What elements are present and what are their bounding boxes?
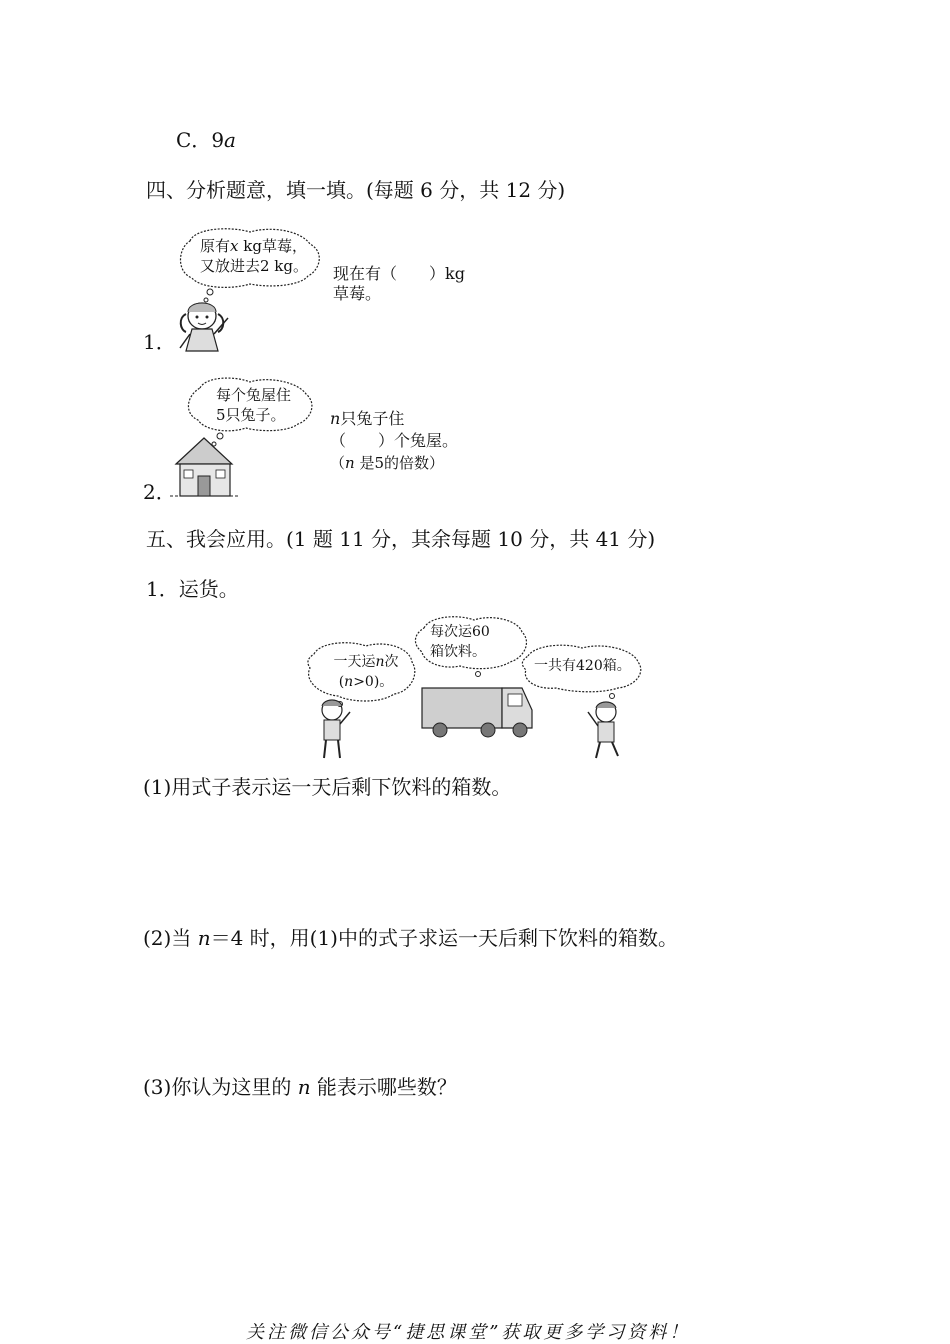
q2-answer-line1: n只兔子住 xyxy=(330,409,405,428)
footer-note: 关注微信公众号“捷思课堂”获取更多学习资料！ xyxy=(246,1322,691,1343)
truck-bubble-left xyxy=(318,652,414,692)
q1-bubble-line1: 原有x kg草莓， xyxy=(200,237,307,255)
section4-title: 四、分析题意，填一填。(每题 6 分，共 12 分) xyxy=(146,178,566,202)
truck-bubble-left-line2: (n>0)。 xyxy=(338,674,394,690)
sub-question-3: (3)你认为这里的 n 能表示哪些数？ xyxy=(143,1075,457,1099)
truck-bubble-mid xyxy=(430,622,490,662)
section5-title: 五、我会应用。(1 题 11 分，其余每题 10 分，共 41 分) xyxy=(146,527,656,551)
q1-answer xyxy=(333,264,465,304)
truck-bubble-left-line1: 一天运n次 xyxy=(333,654,399,670)
q1-number: 1． xyxy=(143,330,176,354)
truck-bubble-mid-line2: 箱饮料。 xyxy=(430,644,486,660)
sub-question-1: (1)用式子表示运一天后剩下饮料的箱数。 xyxy=(143,775,512,799)
q2-bubble-line1: 每个兔屋住 xyxy=(216,386,292,404)
truck-bubble-right: 一共有420箱。 xyxy=(534,658,631,674)
q1-answer-line1: 现在有（ ）kg xyxy=(333,264,465,283)
section5-q1-title: 1．运货。 xyxy=(146,577,239,601)
q2-answer-line3: （n 是5的倍数） xyxy=(330,454,444,472)
q2-bubble-text xyxy=(216,385,291,425)
q2-answer xyxy=(330,408,458,474)
q2-answer-line2: （ ）个兔屋。 xyxy=(330,431,459,450)
q1-bubble-text xyxy=(200,236,308,276)
option-c: C．9a xyxy=(176,128,236,152)
q2-number: 2． xyxy=(143,480,176,504)
sub-question-2: (2)当 n＝4 时，用(1)中的式子求运一天后剩下饮料的箱数。 xyxy=(143,926,678,950)
q2-bubble-line2: 5只兔子。 xyxy=(216,406,286,424)
truck-bubble-mid-line1: 每次运60 xyxy=(430,624,490,640)
q1-answer-line2: 草莓。 xyxy=(333,284,382,303)
q1-bubble-line2: 又放进去2 kg。 xyxy=(200,257,309,275)
